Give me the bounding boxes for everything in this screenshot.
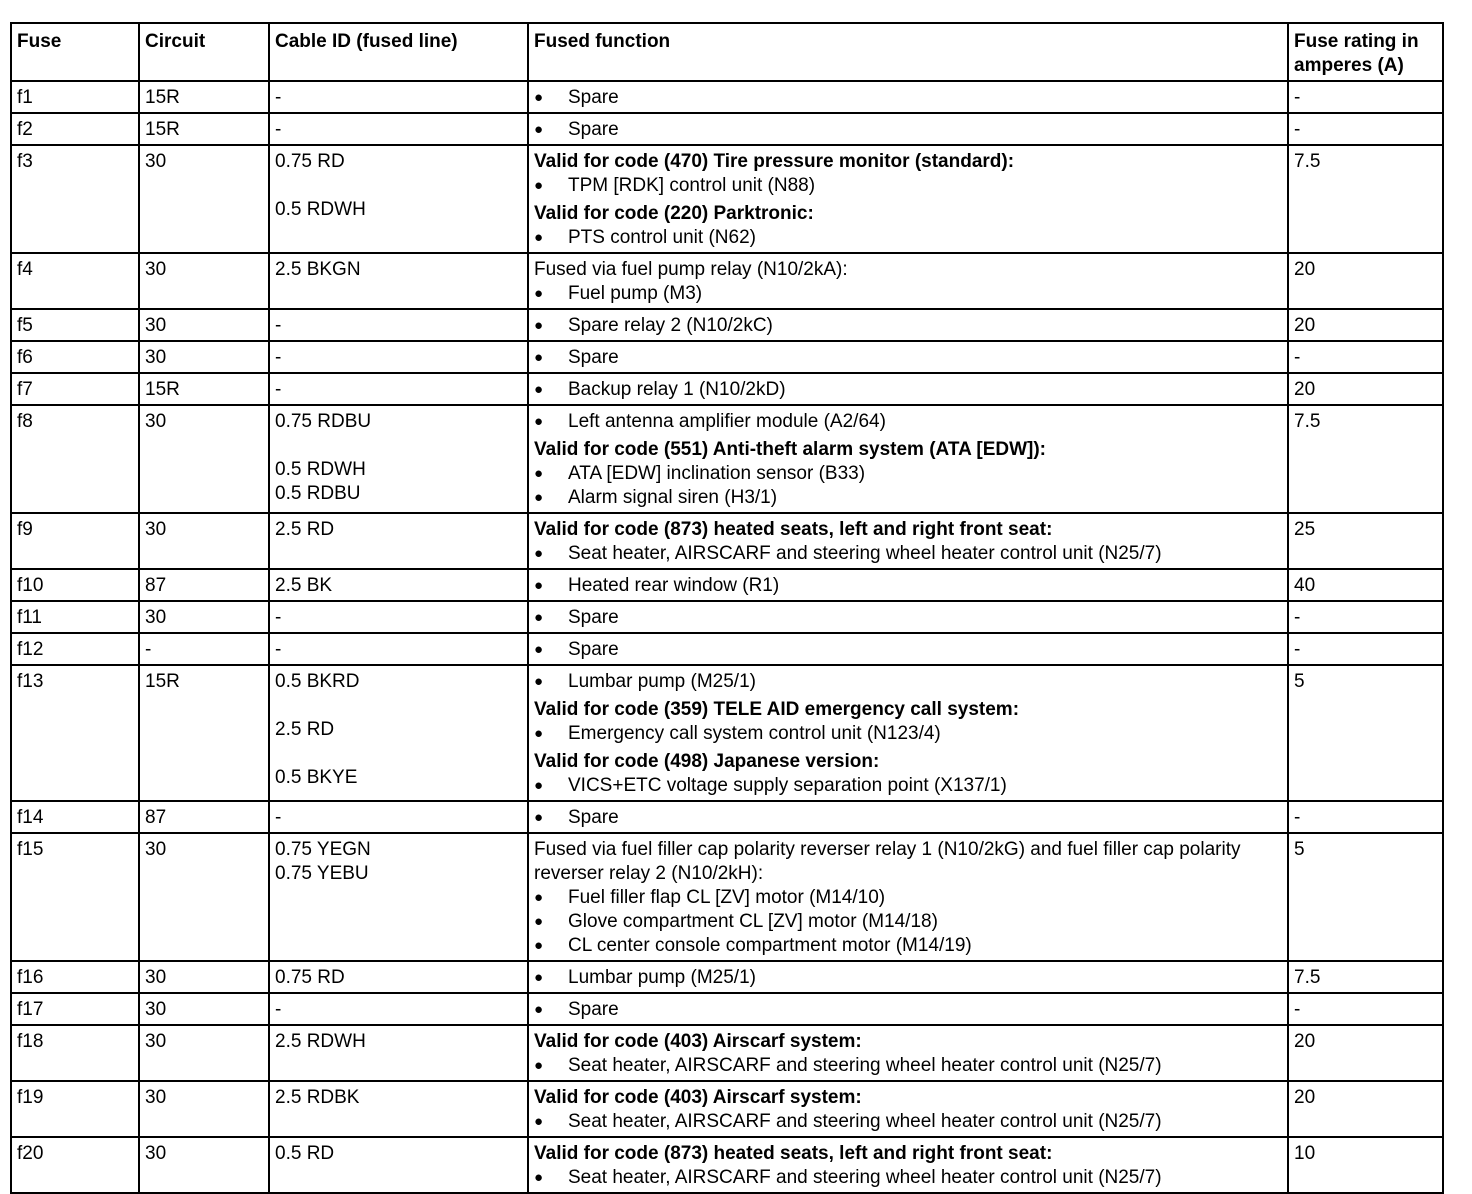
cable-id: 0.5 RDBU (275, 483, 361, 504)
function-item (534, 934, 1283, 958)
fuse-cell: f13 (11, 665, 139, 801)
function-item-text: ● Spare (568, 119, 619, 140)
cable-id: - (275, 119, 282, 140)
function-cell (528, 801, 1288, 833)
function-item (534, 574, 1283, 598)
function-item-text: ● Spare (568, 347, 619, 368)
function-item-text: ● CL center console compartment motor (M14/19) (568, 935, 972, 956)
function-item-text: ● Heated rear window (R1) (568, 575, 780, 596)
header-fused-function: Fused function (528, 23, 1288, 81)
rating-cell: 20 (1288, 309, 1443, 341)
function-block (534, 838, 1283, 958)
function-block (534, 202, 1283, 250)
rating-cell: 20 (1288, 253, 1443, 309)
function-block (534, 606, 1283, 630)
fuse-cell: f18 (11, 1025, 139, 1081)
function-item-text: ● Alarm signal siren (H3/1) (568, 487, 778, 508)
header-circuit: Circuit (139, 23, 269, 81)
function-cell (528, 993, 1288, 1025)
fuse-cell: f5 (11, 309, 139, 341)
fuse-cell: f3 (11, 145, 139, 253)
function-block (534, 86, 1283, 110)
function-item (534, 606, 1283, 630)
cable-id: - (275, 347, 282, 368)
function-item-text: ● Lumbar pump (M25/1) (568, 967, 756, 988)
fuse-assignment-table (10, 22, 1444, 1194)
table-row (11, 373, 1443, 405)
cable-id: 2.5 BKGN (275, 259, 361, 280)
function-item (534, 998, 1283, 1022)
cable-id: - (275, 315, 282, 336)
function-item (534, 462, 1283, 486)
function-block (534, 638, 1283, 662)
cable-id: - (275, 639, 282, 660)
function-item-text: ● Seat heater, AIRSCARF and steering wheel heater control unit (N25/7) (568, 1055, 1162, 1076)
table-row (11, 1081, 1443, 1137)
function-item-text: ● Fuel pump (M3) (568, 283, 703, 304)
cable-cell (269, 1137, 528, 1193)
rating-cell: - (1288, 633, 1443, 665)
cable-spacer (275, 174, 523, 198)
cable-cell (269, 993, 528, 1025)
function-cell (528, 633, 1288, 665)
rating-cell: 10 (1288, 1137, 1443, 1193)
table-row (11, 601, 1443, 633)
table-row (11, 1025, 1443, 1081)
cable-cell (269, 253, 528, 309)
function-cell (528, 373, 1288, 405)
fuse-cell: f11 (11, 601, 139, 633)
fuse-cell: f2 (11, 113, 139, 145)
function-block (534, 150, 1283, 198)
table-row (11, 961, 1443, 993)
function-cell (528, 961, 1288, 993)
function-cell (528, 513, 1288, 569)
cable-spacer (275, 434, 523, 458)
fuse-cell: f1 (11, 81, 139, 113)
circuit-cell: 30 (139, 1025, 269, 1081)
cable-id: - (275, 999, 282, 1020)
function-item (534, 174, 1283, 198)
function-block (534, 438, 1283, 510)
fuse-cell: f10 (11, 569, 139, 601)
function-block (534, 410, 1283, 434)
circuit-cell: 15R (139, 81, 269, 113)
table-row (11, 833, 1443, 961)
fuse-cell: f17 (11, 993, 139, 1025)
function-cell (528, 601, 1288, 633)
function-cell (528, 145, 1288, 253)
circuit-cell: 15R (139, 373, 269, 405)
table-row (11, 341, 1443, 373)
function-item-text: ● Seat heater, AIRSCARF and steering wheel heater control unit (N25/7) (568, 543, 1162, 564)
table-body (11, 81, 1443, 1193)
function-item (534, 1166, 1283, 1190)
function-item-text: ● Lumbar pump (M25/1) (568, 671, 756, 692)
cable-cell (269, 665, 528, 801)
function-item (534, 1110, 1283, 1134)
function-item-text: ● Spare (568, 999, 619, 1020)
circuit-cell: 30 (139, 993, 269, 1025)
function-heading: Valid for code (220) Parktronic: (534, 203, 814, 224)
function-cell (528, 253, 1288, 309)
rating-cell: 20 (1288, 1025, 1443, 1081)
cable-cell (269, 341, 528, 373)
function-item-text: ● ATA [EDW] inclination sensor (B33) (568, 463, 866, 484)
cable-cell (269, 373, 528, 405)
cable-cell (269, 1081, 528, 1137)
function-heading: Valid for code (551) Anti-theft alarm system (ATA [EDW]): (534, 439, 1046, 460)
cable-id: 0.75 RD (275, 151, 345, 172)
cable-cell (269, 569, 528, 601)
cable-id: - (275, 807, 282, 828)
fuse-cell: f15 (11, 833, 139, 961)
function-heading: Valid for code (470) Tire pressure monitor (standard): (534, 151, 1015, 172)
header-row (11, 23, 1443, 81)
function-item (534, 410, 1283, 434)
function-cell (528, 309, 1288, 341)
fuse-cell: f6 (11, 341, 139, 373)
cable-id: - (275, 379, 282, 400)
circuit-cell: 15R (139, 113, 269, 145)
rating-cell: - (1288, 601, 1443, 633)
cable-id: 0.5 RD (275, 1143, 335, 1164)
function-block (534, 1142, 1283, 1190)
function-item-text: ● Glove compartment CL [ZV] motor (M14/18) (568, 911, 938, 932)
rating-cell: 7.5 (1288, 961, 1443, 993)
cable-id: 0.75 YEGN (275, 839, 371, 860)
rating-cell: 5 (1288, 665, 1443, 801)
cable-id: 0.75 YEBU (275, 863, 369, 884)
header-fuse: Fuse (11, 23, 139, 81)
rating-cell: 40 (1288, 569, 1443, 601)
cable-cell (269, 309, 528, 341)
function-item-text: ● VICS+ETC voltage supply separation point (X137/1) (568, 775, 1007, 796)
function-item-text: ● Spare (568, 639, 619, 660)
fuse-cell: f14 (11, 801, 139, 833)
function-block (534, 698, 1283, 746)
cable-cell (269, 113, 528, 145)
function-item (534, 378, 1283, 402)
function-block (534, 998, 1283, 1022)
function-item-text: ● Left antenna amplifier module (A2/64) (568, 411, 886, 432)
fuse-cell: f12 (11, 633, 139, 665)
function-block (534, 806, 1283, 830)
function-heading: Valid for code (403) Airscarf system: (534, 1031, 862, 1052)
function-heading: Valid for code (873) heated seats, left and right front seat: (534, 519, 1053, 540)
cable-id: 0.75 RDBU (275, 411, 372, 432)
function-item (534, 774, 1283, 798)
circuit-cell: 30 (139, 513, 269, 569)
function-cell (528, 405, 1288, 513)
rating-cell: 20 (1288, 373, 1443, 405)
cable-cell (269, 81, 528, 113)
fuse-cell: f4 (11, 253, 139, 309)
cable-cell (269, 961, 528, 993)
function-item (534, 542, 1283, 566)
function-item-text: ● Seat heater, AIRSCARF and steering wheel heater control unit (N25/7) (568, 1167, 1162, 1188)
circuit-cell: 87 (139, 801, 269, 833)
function-cell (528, 1081, 1288, 1137)
function-item (534, 486, 1283, 510)
fuse-cell: f9 (11, 513, 139, 569)
header-fuse-rating: Fuse rating in amperes (A) (1288, 23, 1443, 81)
cable-id: 2.5 RD (275, 719, 335, 740)
table-row (11, 665, 1443, 801)
function-item-text: ● Emergency call system control unit (N123/4) (568, 723, 941, 744)
rating-cell: - (1288, 993, 1443, 1025)
function-heading: Valid for code (359) TELE AID emergency call system: (534, 699, 1020, 720)
function-item (534, 966, 1283, 990)
circuit-cell: 30 (139, 309, 269, 341)
function-block (534, 1030, 1283, 1078)
cable-id: 0.5 BKRD (275, 671, 360, 692)
table-row (11, 993, 1443, 1025)
circuit-cell: 30 (139, 405, 269, 513)
function-heading: Fused via fuel pump relay (N10/2kA): (534, 259, 848, 280)
function-block (534, 346, 1283, 370)
function-item-text: ● TPM [RDK] control unit (N88) (568, 175, 816, 196)
function-item-text: ● Backup relay 1 (N10/2kD) (568, 379, 786, 400)
cable-id: 0.5 RDWH (275, 459, 366, 480)
rating-cell: 7.5 (1288, 405, 1443, 513)
function-item (534, 86, 1283, 110)
function-cell (528, 1137, 1288, 1193)
function-block (534, 574, 1283, 598)
cable-id: - (275, 87, 282, 108)
cable-cell (269, 1025, 528, 1081)
function-block (534, 518, 1283, 566)
function-block (534, 750, 1283, 798)
circuit-cell: 30 (139, 601, 269, 633)
rating-cell: 7.5 (1288, 145, 1443, 253)
function-item (534, 910, 1283, 934)
function-cell (528, 833, 1288, 961)
function-heading: Fused via fuel filler cap polarity reverser relay 1 (N10/2kG) and fuel filler cap polarity reverser relay 2 (N10/2kH): (534, 839, 1241, 884)
fuse-cell: f8 (11, 405, 139, 513)
function-heading: Valid for code (403) Airscarf system: (534, 1087, 862, 1108)
cable-cell (269, 405, 528, 513)
circuit-cell: 30 (139, 833, 269, 961)
rating-cell: - (1288, 341, 1443, 373)
cable-spacer (275, 742, 523, 766)
function-heading: Valid for code (873) heated seats, left and right front seat: (534, 1143, 1053, 1164)
table-row (11, 633, 1443, 665)
rating-cell: 20 (1288, 1081, 1443, 1137)
function-cell (528, 1025, 1288, 1081)
cable-cell (269, 633, 528, 665)
cable-cell (269, 833, 528, 961)
function-item (534, 118, 1283, 142)
rating-cell: - (1288, 801, 1443, 833)
cable-id: 0.75 RD (275, 967, 345, 988)
rating-cell: - (1288, 81, 1443, 113)
table-row (11, 801, 1443, 833)
fuse-cell: f16 (11, 961, 139, 993)
function-item (534, 314, 1283, 338)
header-cable-id: Cable ID (fused line) (269, 23, 528, 81)
circuit-cell: 30 (139, 961, 269, 993)
function-item (534, 670, 1283, 694)
cable-id: 2.5 RD (275, 519, 335, 540)
table-row (11, 253, 1443, 309)
cable-id: 2.5 RDBK (275, 1087, 360, 1108)
function-block (534, 670, 1283, 694)
table-row (11, 405, 1443, 513)
cable-id: 0.5 BKYE (275, 767, 358, 788)
function-item (534, 1054, 1283, 1078)
fuse-cell: f7 (11, 373, 139, 405)
function-item (534, 346, 1283, 370)
function-heading: Valid for code (498) Japanese version: (534, 751, 880, 772)
function-block (534, 378, 1283, 402)
function-item-text: ● Spare relay 2 (N10/2kC) (568, 315, 773, 336)
cable-cell (269, 601, 528, 633)
table-row (11, 1137, 1443, 1193)
function-cell (528, 569, 1288, 601)
function-item (534, 226, 1283, 250)
table-row (11, 513, 1443, 569)
circuit-cell: 30 (139, 253, 269, 309)
function-block (534, 118, 1283, 142)
function-item (534, 638, 1283, 662)
circuit-cell: 30 (139, 1137, 269, 1193)
cable-id: - (275, 607, 282, 628)
circuit-cell: 30 (139, 341, 269, 373)
cable-cell (269, 513, 528, 569)
circuit-cell: - (139, 633, 269, 665)
cable-spacer (275, 694, 523, 718)
rating-cell: - (1288, 113, 1443, 145)
function-cell (528, 341, 1288, 373)
function-cell (528, 665, 1288, 801)
circuit-cell: 87 (139, 569, 269, 601)
function-item-text: ● Seat heater, AIRSCARF and steering wheel heater control unit (N25/7) (568, 1111, 1162, 1132)
function-block (534, 966, 1283, 990)
circuit-cell: 15R (139, 665, 269, 801)
function-item (534, 282, 1283, 306)
function-block (534, 1086, 1283, 1134)
fuse-cell: f19 (11, 1081, 139, 1137)
function-item-text: ● Fuel filler flap CL [ZV] motor (M14/10) (568, 887, 886, 908)
function-item-text: ● Spare (568, 807, 619, 828)
circuit-cell: 30 (139, 145, 269, 253)
cable-id: 0.5 RDWH (275, 199, 366, 220)
rating-cell: 5 (1288, 833, 1443, 961)
circuit-cell: 30 (139, 1081, 269, 1137)
table-row (11, 309, 1443, 341)
function-block (534, 258, 1283, 306)
cable-id: 2.5 RDWH (275, 1031, 366, 1052)
table-row (11, 569, 1443, 601)
cable-id: 2.5 BK (275, 575, 333, 596)
function-item (534, 886, 1283, 910)
cable-cell (269, 801, 528, 833)
table-row (11, 81, 1443, 113)
fuse-cell: f20 (11, 1137, 139, 1193)
table-row (11, 145, 1443, 253)
rating-cell: 25 (1288, 513, 1443, 569)
function-item (534, 806, 1283, 830)
function-cell (528, 113, 1288, 145)
function-item-text: ● Spare (568, 87, 619, 108)
table-row (11, 113, 1443, 145)
cable-cell (269, 145, 528, 253)
function-item-text: ● PTS control unit (N62) (568, 227, 756, 248)
function-item-text: ● Spare (568, 607, 619, 628)
function-cell (528, 81, 1288, 113)
function-block (534, 314, 1283, 338)
function-item (534, 722, 1283, 746)
